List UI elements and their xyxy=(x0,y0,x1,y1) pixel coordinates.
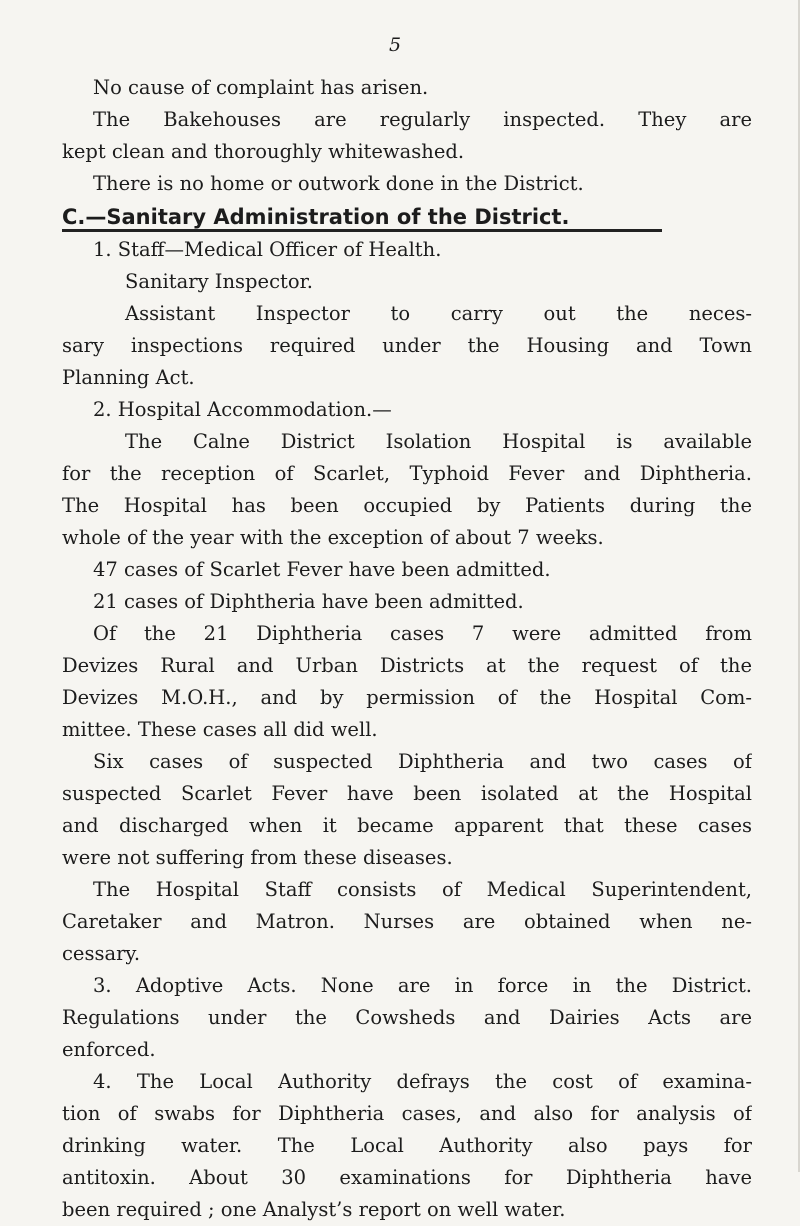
paragraph-line: Planning Act. xyxy=(62,366,195,389)
paragraph-line: Of the 21 Diphtheria cases 7 were admitted from xyxy=(93,622,752,645)
paragraph-line: cessary. xyxy=(62,942,141,965)
paragraph-line: 47 cases of Scarlet Fever have been admitted. xyxy=(93,558,551,581)
paragraph-line: The Hospital Staff consists of Medical Superintendent, xyxy=(93,878,752,901)
paragraph-line: sary inspections required under the Housing and Town xyxy=(62,334,752,357)
paragraph-line: 3. Adoptive Acts. None are in force in the District. xyxy=(93,974,752,997)
paragraph-line: The Bakehouses are regularly inspected. They are xyxy=(93,108,752,131)
paragraph-line: kept clean and thoroughly whitewashed. xyxy=(62,140,465,163)
paragraph-line: The Calne District Isolation Hospital is available xyxy=(125,430,752,453)
paragraph-line: suspected Scarlet Fever have been isolated at the Hospital xyxy=(62,782,752,805)
paragraph-line: Regulations under the Cowsheds and Dairies Acts are xyxy=(62,1006,752,1029)
paragraph-line: enforced. xyxy=(62,1038,156,1061)
paragraph-line: The Hospital has been occupied by Patients during the xyxy=(62,494,752,517)
paragraph-line: antitoxin. About 30 examinations for Diphtheria have xyxy=(62,1166,752,1189)
paragraph-line: 2. Hospital Accommodation.— xyxy=(93,398,392,421)
section-heading xyxy=(62,200,752,234)
body-text xyxy=(62,72,752,1226)
paragraph-line: There is no home or outwork done in the District. xyxy=(93,172,584,195)
paragraph-line: 1. Staff—Medical Officer of Health. xyxy=(93,238,442,261)
paragraph-line: mittee. These cases all did well. xyxy=(62,718,378,741)
paragraph-line: 4. The Local Authority defrays the cost of examina- xyxy=(93,1070,752,1093)
paragraph-line: Six cases of suspected Diphtheria and two cases of xyxy=(93,750,752,773)
paragraph-line: Sanitary Inspector. xyxy=(125,270,313,293)
paragraph-line: been required ; one Analyst’s report on well water. xyxy=(62,1198,566,1221)
paragraph-line: Assistant Inspector to carry out the neces- xyxy=(125,302,752,325)
paragraph-line: drinking water. The Local Authority also pays for xyxy=(62,1134,752,1157)
paragraph-line: 21 cases of Diphtheria have been admitted. xyxy=(93,590,524,613)
paragraph-line: Devizes Rural and Urban Districts at the request of the xyxy=(62,654,752,677)
section-heading-text: C.—Sanitary Administration of the District. xyxy=(62,205,570,229)
page-number: 5 xyxy=(388,34,402,56)
paragraph-line: were not suffering from these diseases. xyxy=(62,846,453,869)
paragraph-line: and discharged when it became apparent that these cases xyxy=(62,814,752,837)
paragraph-line: Caretaker and Matron. Nurses are obtained when ne- xyxy=(62,910,752,933)
paragraph-line: No cause of complaint has arisen. xyxy=(93,76,429,99)
paragraph-line: whole of the year with the exception of about 7 weeks. xyxy=(62,526,604,549)
paragraph-line: Devizes M.O.H., and by permission of the Hospital Com- xyxy=(62,686,752,709)
paragraph-line: for the reception of Scarlet, Typhoid Fever and Diphtheria. xyxy=(62,462,752,485)
paragraph-line: tion of swabs for Diphtheria cases, and also for analysis of xyxy=(62,1102,752,1125)
heading-underline xyxy=(62,229,662,232)
